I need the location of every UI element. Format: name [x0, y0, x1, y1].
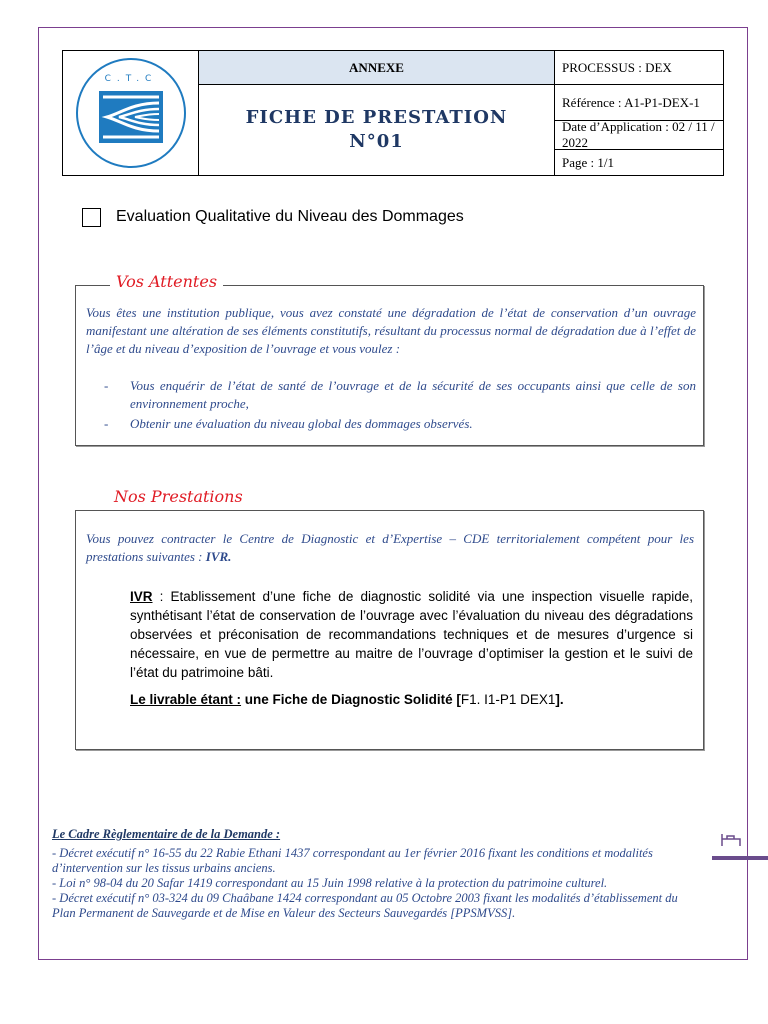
date-application-cell: Date d’Application : 02 / 11 / 2022: [555, 121, 723, 150]
list-item: [100, 377, 696, 413]
dash-bullet: -: [104, 378, 109, 393]
cadre-item-1: - Décret exécutif n° 16-55 du 22 Rabie Ethani 1437 correspondant au 1er février 2016 fixant les conditions et modalités d’intervention sur les tissus urbains anciens.: [52, 846, 653, 875]
cadre-title: Le Cadre Règlementaire de de la Demande :: [52, 827, 281, 841]
attentes-list: [100, 377, 696, 435]
annexe-label: ANNEXE: [199, 51, 555, 85]
ivr-text: : Etablissement d’une fiche de diagnostic solidité via une inspection visuelle rapide, synthétisant l’état de conservation de l’ouvrage avec l’évaluation du niveau des dégradations observées et préconisation de recommandations techniques et de mesures d’urgence si nécessaire, en vue de permettre au maitre de l’ouvrage d’optimiser la gestion et le suivi de l’état du patrimoine bâti.: [130, 589, 693, 680]
attentes-item-1: Vous enquérir de l’état de santé de l’ouvrage et de la sécurité de ses occupants ainsi que celle de son environnement proche,: [130, 378, 696, 411]
prestations-intro-text: Vous pouvez contracter le Centre de Diagnostic et d’Expertise – CDE territorialement compétent pour les prestations suivantes :: [86, 531, 694, 564]
attentes-intro: Vous êtes une institution publique, vous avez constaté une dégradation de l’état de conservation d’un ouvrage manifestant une altération de ses éléments constitutifs, résultant du processus normal de dégradation due à l’effet de l’âge et du niveau d’exposition de l’ouvrage et vous voulez :: [86, 305, 696, 356]
livrable-key: Le livrable étant :: [130, 692, 242, 707]
header-table: [62, 50, 724, 176]
processus-cell: PROCESSUS : DEX: [555, 51, 723, 85]
section-title: Evaluation Qualitative du Niveau des Dommages: [116, 208, 464, 225]
prestations-intro: [86, 530, 694, 566]
attentes-item-2: Obtenir une évaluation du niveau global des dommages observés.: [130, 416, 473, 431]
prestations-intro-ivr: IVR.: [205, 549, 232, 564]
livrable-ref: F1. I1-P1 DEX1: [460, 692, 556, 707]
livrable-text: une Fiche de Diagnostic Solidité [: [241, 692, 461, 707]
livrable-line: [130, 692, 693, 707]
evaluation-checkbox[interactable]: [82, 208, 101, 227]
reference-cell: Référence : A1-P1-DEX-1: [555, 85, 723, 121]
prestations-label: Nos Prestations: [108, 487, 249, 506]
title-line1: FICHE DE PRESTATION: [245, 107, 508, 128]
list-item: [100, 415, 696, 433]
ctc-logo-cell: [63, 51, 199, 175]
ivr-key: IVR: [130, 589, 153, 604]
document-title: [199, 85, 555, 175]
logo-text: C.T.C: [104, 74, 158, 84]
title-line2: N°01: [349, 131, 404, 152]
side-line: [748, 858, 768, 859]
ivr-description: [130, 587, 693, 682]
bookmark-tab-icon[interactable]: [718, 830, 746, 850]
cadre-item-2: - Loi n° 98-04 du 20 Safar 1419 correspondant au 15 Juin 1998 relative à la protection du patrimoine culturel.: [52, 876, 608, 890]
livrable-end: ].: [555, 692, 564, 707]
dash-bullet: -: [104, 416, 109, 431]
attentes-label: Vos Attentes: [110, 272, 223, 291]
cadre-list: [52, 846, 702, 921]
cadre-item-3: - Décret exécutif n° 03-324 du 09 Chaâbane 1424 correspondant au 05 Octobre 2003 fixant les modalités d’établissement du Plan Permanent de Sauvegarde et de Mise en Valeur des Secteurs Sauvegardés [PPSMVSS].: [52, 891, 678, 920]
ctc-logo: [63, 51, 199, 175]
page-cell: Page : 1/1: [562, 154, 614, 170]
